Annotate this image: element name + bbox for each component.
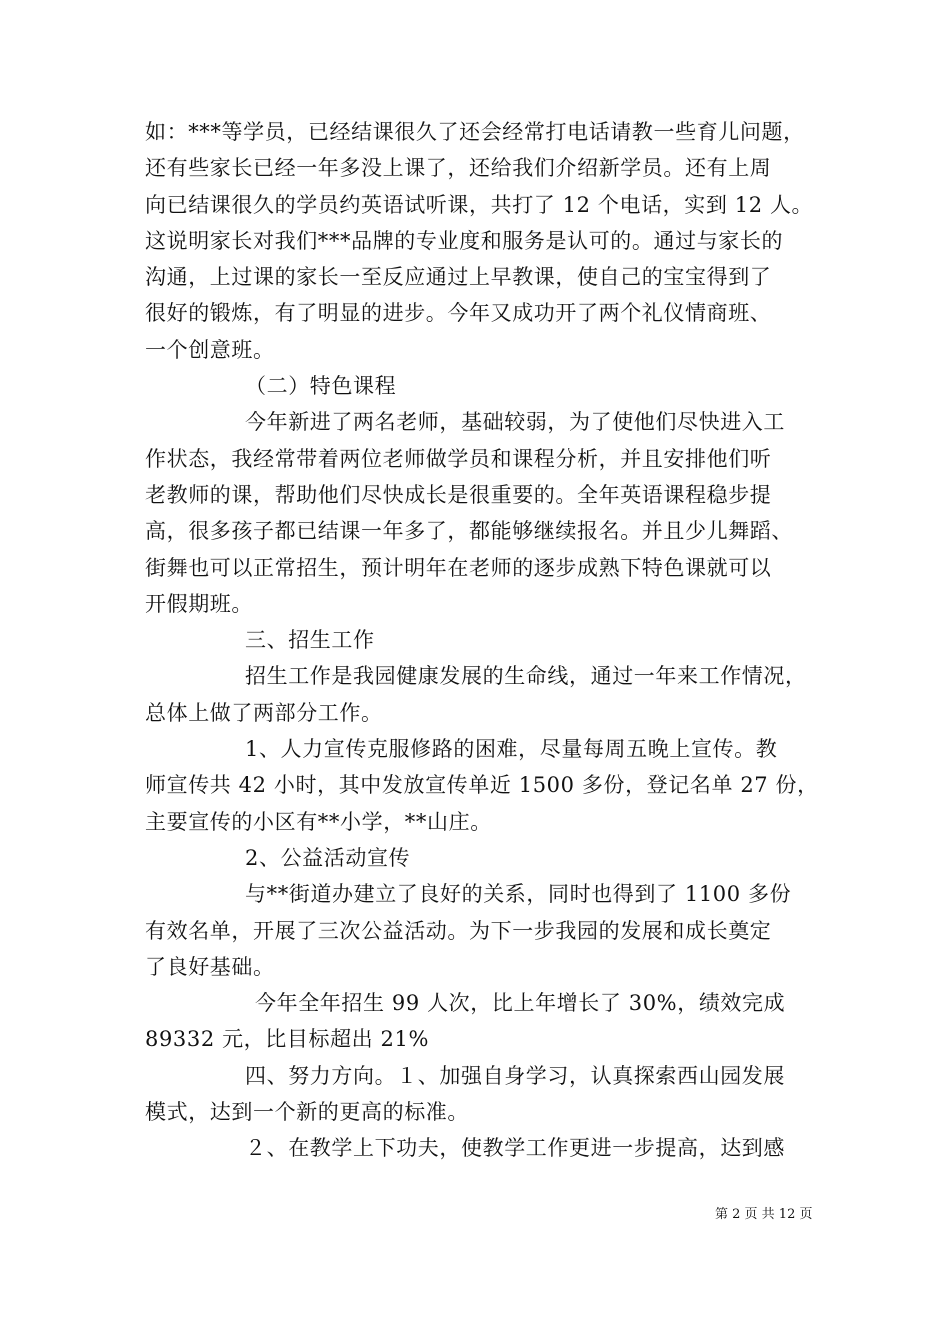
text-line: 一个创意班。: [145, 337, 275, 362]
text-line: 师宣传共 42 小时，其中发放宣传单近 1500 多份，登记名单 27 份，: [145, 773, 819, 798]
text-line: 向已结课很久的学员约英语试听课，共打了 12 个电话，实到 12 人。: [145, 192, 814, 217]
page-number: 第 2 页 共 12 页: [715, 1207, 813, 1222]
section-heading: （二）特色课程: [245, 374, 397, 399]
text-line: 作状态，我经常带着两位老师做学员和课程分析，并且安排他们听: [145, 446, 772, 471]
text-line: 模式，达到一个新的更高的标准。: [145, 1100, 469, 1125]
text-line: 沟通，上过课的家长一至反应通过上早教课，使自己的宝宝得到了: [145, 265, 772, 290]
text-line: 今年全年招生 99 人次，比上年增长了 30%，绩效完成: [255, 991, 786, 1016]
text-line: 高，很多孩子都已结课一年多了，都能够继续报名。并且少儿舞蹈、: [145, 519, 793, 544]
text-line: 这说明家长对我们***品牌的专业度和服务是认可的。通过与家长的: [145, 228, 784, 253]
text-line: 很好的锻炼，有了明显的进步。今年又成功开了两个礼仪情商班、: [145, 301, 772, 326]
text-line: 还有些家长已经一年多没上课了，还给我们介绍新学员。还有上周: [145, 156, 772, 181]
text-line: 主要宣传的小区有**小学，**山庄。: [145, 809, 492, 834]
text-line: 了良好基础。: [145, 954, 275, 979]
text-line: 1、人力宣传克服修路的困难，尽量每周五晚上宣传。教: [245, 737, 778, 762]
section-heading: 四、努力方向。１、加强自身学习，认真探索西山园发展: [245, 1063, 785, 1088]
text-line: ２、在教学上下功夫，使教学工作更进一步提高，达到感: [245, 1136, 785, 1161]
text-line: 如：***等学员，已经结课很久了还会经常打电话请教一些育儿问题，: [145, 120, 805, 144]
section-heading: 2、公益活动宣传: [245, 845, 411, 870]
text-line: 招生工作是我园健康发展的生命线，通过一年来工作情况，: [245, 664, 807, 689]
text-line: 老教师的课，帮助他们尽快成长是很重要的。全年英语课程稳步提: [145, 482, 772, 507]
text-line: 总体上做了两部分工作。: [145, 700, 383, 725]
text-line: 89332 元，比目标超出 21%: [145, 1027, 430, 1052]
text-line: 有效名单，开展了三次公益活动。为下一步我园的发展和成长奠定: [145, 918, 772, 943]
text-line: 开假期班。: [145, 591, 253, 616]
body-text: [145, 114, 819, 1167]
text-line: 与**街道办建立了良好的关系，同时也得到了 1100 多份: [245, 882, 792, 907]
section-heading: 三、招生工作: [245, 628, 375, 653]
text-line: 街舞也可以正常招生，预计明年在老师的逐步成熟下特色课就可以: [145, 555, 772, 580]
text-line: 今年新进了两名老师，基础较弱，为了使他们尽快进入工: [245, 410, 785, 435]
